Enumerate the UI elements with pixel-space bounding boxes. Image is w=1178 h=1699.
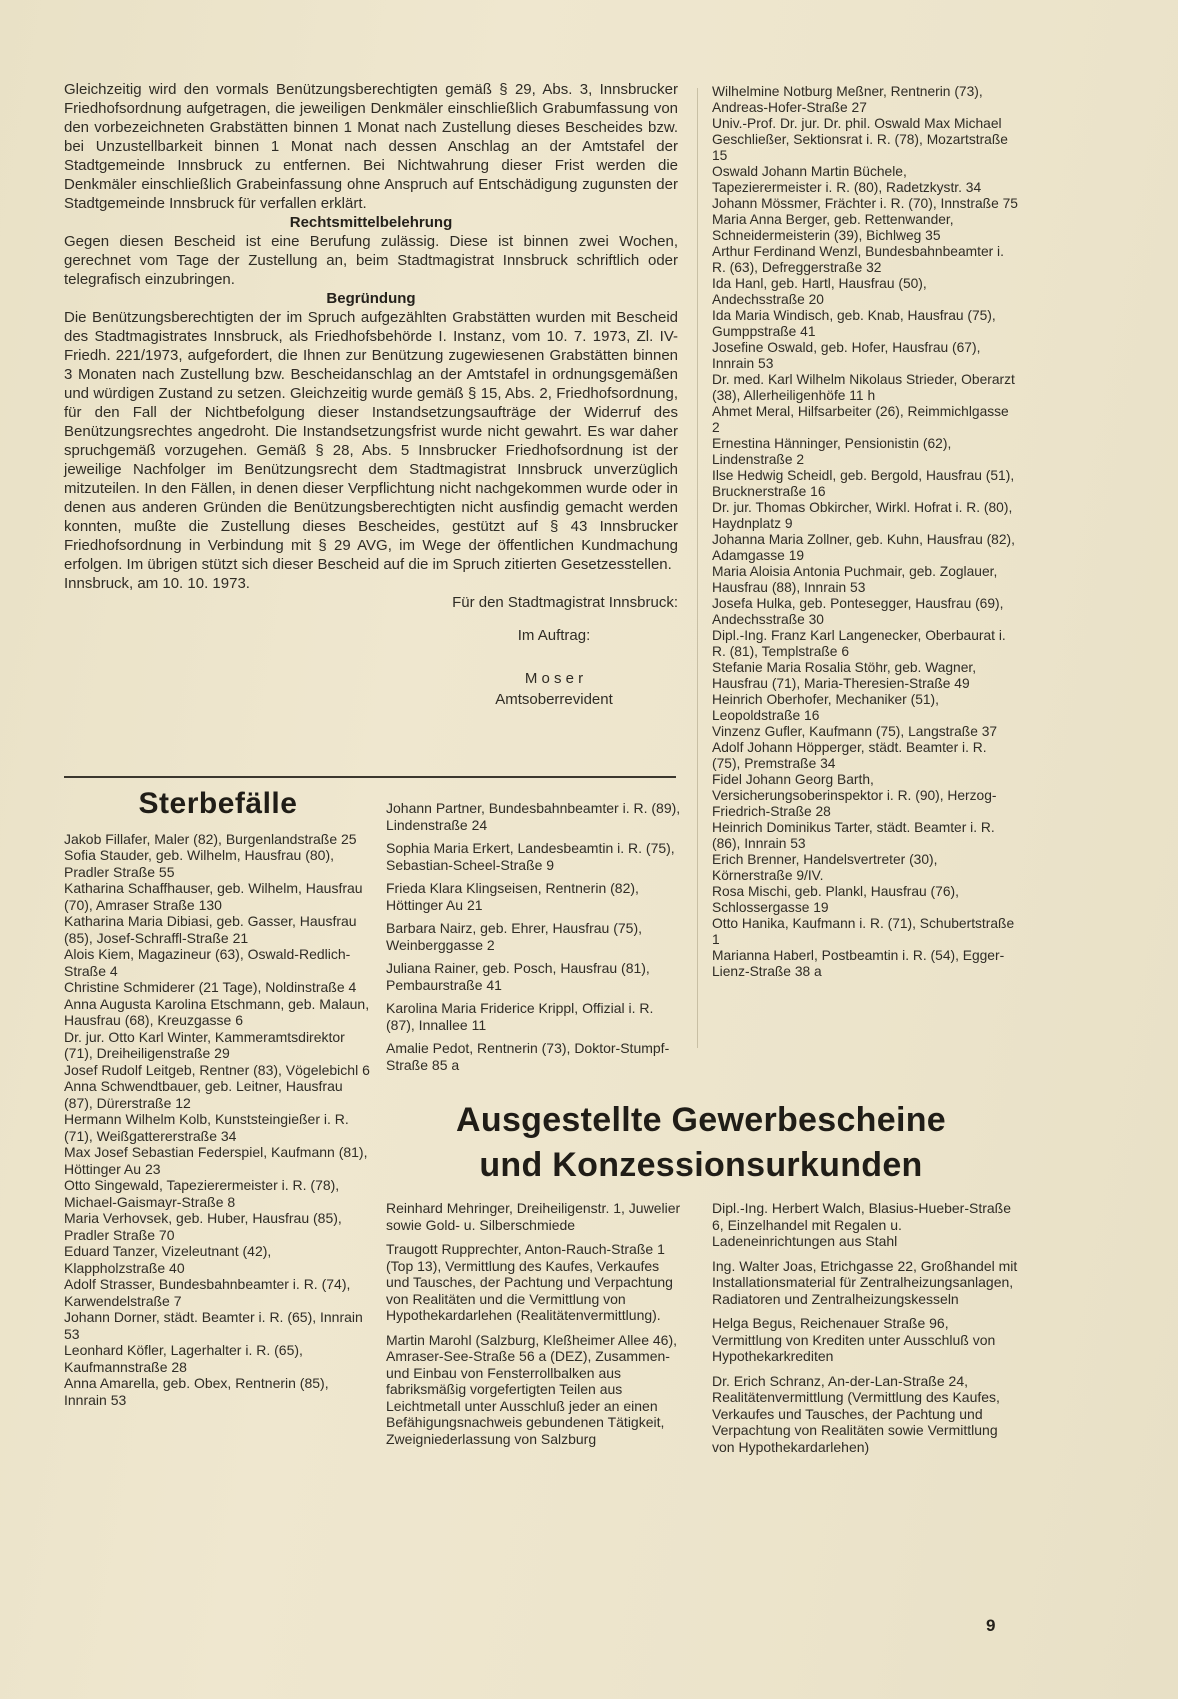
death-entry: Arthur Ferdinand Wenzl, Bundesbahnbeamter i. R. (63), Defreggerstraße 32 — [712, 244, 1004, 275]
death-entry: Johann Partner, Bundesbahnbeamter i. R. (89), Lindenstraße 24 — [386, 800, 681, 833]
death-entry: Heinrich Dominikus Tarter, städt. Beamter i. R. (86), Innrain 53 — [712, 820, 995, 851]
death-entry: Katharina Schaffhauser, geb. Wilhelm, Hausfrau (70), Amraser Straße 130 — [64, 880, 363, 913]
death-entry: Dr. jur. Otto Karl Winter, Kammeramtsdirektor (71), Dreiheiligenstraße 29 — [64, 1028, 345, 1061]
page-number: 9 — [986, 1616, 996, 1635]
gewerbe-entry: Ing. Walter Joas, Etrichgasse 22, Großhandel mit Installationsmaterial für Zentralheizungsanlagen, Radiatoren und Zentralheizungskesseln — [712, 1257, 1018, 1307]
death-entry: Ernestina Hänninger, Pensionistin (62), Lindenstraße 2 — [712, 436, 952, 467]
signature-name: M o s e r — [524, 670, 584, 687]
section-divider-rule — [64, 776, 676, 778]
death-entry: Christine Schmiderer (21 Tage), Noldinstraße 4 — [64, 979, 357, 995]
death-entry: Johann Dorner, städt. Beamter i. R. (65), Innrain 53 — [64, 1309, 363, 1342]
death-entry: Otto Hanika, Kaufmann i. R. (71), Schubertstraße 1 — [712, 916, 1015, 947]
death-entry: Fidel Johann Georg Barth, Versicherungsoberinspektor i. R. (90), Herzog-Friedrich-Straße 28 — [712, 772, 997, 819]
death-entry: Adolf Johann Höpperger, städt. Beamter i. R. (75), Premstraße 34 — [712, 740, 987, 771]
death-entry: Rosa Mischi, geb. Plankl, Hausfrau (76), Schlossergasse 19 — [712, 884, 959, 915]
death-entry: Amalie Pedot, Rentnerin (73), Doktor-Stumpf-Straße 85 a — [386, 1040, 670, 1073]
death-entry: Josefa Hulka, geb. Pontesegger, Hausfrau (69), Andechsstraße 30 — [712, 596, 1004, 627]
death-entry: Erich Brenner, Handelsvertreter (30), Körnerstraße 9/IV. — [712, 852, 938, 883]
death-entry: Barbara Nairz, geb. Ehrer, Hausfrau (75), Weinberggasse 2 — [386, 920, 643, 953]
gewerbe-entry: Dipl.-Ing. Herbert Walch, Blasius-Hueber-Straße 6, Einzelhandel mit Regalen u. Ladeneinrichtungen aus Stahl — [712, 1200, 1012, 1249]
death-entry: Adolf Strasser, Bundesbahnbeamter i. R. (74), Karwendelstraße 7 — [64, 1276, 351, 1309]
begruendung-heading: Begründung — [326, 290, 416, 307]
death-entry: Ida Hanl, geb. Hartl, Hausfrau (50), Andechsstraße 20 — [712, 276, 927, 307]
gewerbe-entry: Martin Marohl (Salzburg, Kleßheimer Allee 46), Amraser-See-Straße 56 a (DEZ), Zusammen- und Einbau von Fensterrollbalken aus fabriksmäßig vorgefertigten Teilen aus Leichtmetall unter Ausschluß jeder an einen Befähigungsnachweis gebundenen Tätigkeit, Zweigniederlassung von Salzburg — [386, 1331, 678, 1447]
death-entry: Leonhard Köfler, Lagerhalter i. R. (65), Kaufmannstraße 28 — [64, 1342, 303, 1375]
death-entry: Anna Amarella, geb. Obex, Rentnerin (85), Innrain 53 — [64, 1375, 329, 1408]
death-entry: Jakob Fillafer, Maler (82), Burgenlandstraße 25 — [64, 830, 357, 847]
sterbefaelle-heading: Sterbefälle — [138, 787, 298, 820]
death-entry: Hermann Wilhelm Kolb, Kunststeingießer i. R. (71), Weißgattererstraße 34 — [64, 1111, 349, 1144]
death-entry: Maria Aloisia Antonia Puchmair, geb. Zoglauer, Hausfrau (88), Innrain 53 — [712, 564, 998, 595]
decree-paragraph: Gleichzeitig wird den vormals Benützungsberechtigten gemäß § 29, Abs. 3, Innsbrucker Friedhofsordnung aufgetragen, die jeweiligen Denkmäler einschließlich Grabumfassung von den vorbezeichneten Grabstätten binnen 1 Monat nach Zustellung dieses Bescheides bzw. bei Unzustellbarkeit binnen 1 Monat nach dessen Anschlag an der Amtstafel der Stadtgemeinde Innsbruck zu entfernen. Bei Nichtwahrung dieser Frist werden die Denkmäler einschließlich Grabeinfassung ohne Anspruch auf Entschädigung zugunsten der Stadtgemeinde Innsbruck für verfallen erklärt. — [64, 81, 678, 212]
death-entry: Josef Rudolf Leitgeb, Rentner (83), Vögelebichl 6 — [64, 1061, 370, 1078]
dateline: Innsbruck, am 10. 10. 1973. — [64, 575, 250, 592]
death-entry: Stefanie Maria Rosalia Stöhr, geb. Wagner, Hausfrau (71), Maria-Theresien-Straße 49 — [712, 660, 977, 691]
signature-auftrag: Im Auftrag: — [517, 627, 591, 644]
death-entry: Sophia Maria Erkert, Landesbeamtin i. R. (75), Sebastian-Scheel-Straße 9 — [386, 840, 675, 873]
death-entry: Maria Verhovsek, geb. Huber, Hausfrau (85), Pradler Straße 70 — [64, 1210, 342, 1243]
death-entry: Katharina Maria Dibiasi, geb. Gasser, Hausfrau (85), Josef-Schraffl-Straße 21 — [64, 913, 357, 946]
death-entry: Dr. med. Karl Wilhelm Nikolaus Strieder, Oberarzt (38), Allerheiligenhöfe 11 h — [712, 372, 1015, 403]
rechtsmittelbelehrung-text: Gegen diesen Bescheid ist eine Berufung zulässig. Diese ist binnen zwei Wochen, gerechnet vom Tage der Zustellung an, beim Stadtmagistrat Innsbruck schriftlich oder telegrafisch einzubringen. — [64, 233, 678, 288]
death-entry: Oswald Johann Martin Büchele, Tapezierermeister i. R. (80), Radetzkystr. 34 — [712, 164, 982, 195]
death-entry: Anna Schwendtbauer, geb. Leitner, Hausfrau (87), Dürerstraße 12 — [64, 1078, 343, 1111]
signature-title: Amtsoberrevident — [495, 691, 613, 708]
death-entry: Ida Maria Windisch, geb. Knab, Hausfrau (75), Gumppstraße 41 — [712, 308, 996, 339]
death-entry: Wilhelmine Notburg Meßner, Rentnerin (73), Andreas-Hofer-Straße 27 — [712, 84, 983, 115]
decree-section — [64, 80, 678, 709]
death-entry: Karolina Maria Friderice Krippl, Offizial i. R. (87), Innallee 11 — [386, 1000, 654, 1033]
begruendung-text: Die Benützungsberechtigten der im Spruch aufgezählten Grabstätten wurden mit Bescheid des Stadtmagistrates Innsbruck, als Friedhofsbehörde I. Instanz, vom 10. 7. 1973, Zl. IV-Friedh. 221/1973, aufgefordert, die Ihnen zur Benützung zugewiesenen Grabstätten binnen 3 Monaten nach Zustellung bzw. Bescheidanschlag an der Amtstafel in ordnungsgemäßen und würdigen Zustand zu setzen. Gleichzeitig wurde gemäß § 15, Abs. 2, Friedhofsordnung, für den Fall der Nichtbefolgung dieser Instandsetzungsaufträge der Widerruf des Benützungsrechtes angedroht. Die Instandsetzungsfrist wurde nicht gewahrt. Es war daher spruchgemäß vorzugehen. Gemäß § 28, Abs. 5 Innsbrucker Friedhofsordnung ist der jeweilige Nachfolger im Benützungsrecht dem Stadtmagistrat Innsbruck unverzüglich mitzuteilen. In den Fällen, in denen dieser Verpflichtung nicht nachgekommen wurde oder in denen aus anderen Gründen die Benützungsberechtigten nicht ausfindig gemacht werden konnten, mußte die Zustellung dieses Bescheides, gestützt auf § 43 Innsbrucker Friedhofsordnung in Verbindung mit § 29 AVG, im Wege der öffentlichen Kundmachung erfolgen. Im übrigen stützt sich dieser Bescheid auf die im Spruch zitierten Gesetzesstellen. — [64, 309, 678, 573]
sterbefaelle-column-2 — [386, 800, 686, 1080]
death-entry: Alois Kiem, Magazineur (63), Oswald-Redlich-Straße 4 — [64, 946, 351, 979]
death-entry: Juliana Rainer, geb. Posch, Hausfrau (81), Pembaurstraße 41 — [386, 960, 650, 993]
sterbefaelle-list-1 — [64, 831, 372, 1409]
gewerbescheine-heading — [386, 1098, 1016, 1188]
death-entry: Maria Anna Berger, geb. Rettenwander, Schneidermeisterin (39), Bichlweg 35 — [712, 212, 954, 243]
death-entry: Sofia Stauder, geb. Wilhelm, Hausfrau (80), Pradler Straße 55 — [64, 847, 335, 880]
gewerbe-entry: Reinhard Mehringer, Dreiheiligenstr. 1, Juwelier sowie Gold- u. Silberschmiede — [386, 1200, 681, 1233]
gewerbescheine-column-1 — [386, 1200, 686, 1455]
rechtsmittelbelehrung-heading: Rechtsmittelbelehrung — [289, 214, 453, 231]
sterbefaelle-column-1 — [64, 787, 372, 1408]
gewerbescheine-heading-line2: und Konzessionsurkunden — [479, 1146, 923, 1184]
death-entry: Vinzenz Gufler, Kaufmann (75), Langstraße 37 — [712, 724, 998, 739]
death-entry: Otto Singewald, Tapezierermeister i. R. (78), Michael-Gaismayr-Straße 8 — [64, 1177, 340, 1210]
death-entry: Frieda Klara Klingseisen, Rentnerin (82), Höttinger Au 21 — [386, 880, 639, 913]
death-entry: Marianna Haberl, Postbeamtin i. R. (54), Egger-Lienz-Straße 38 a — [712, 948, 1005, 979]
gewerbescheine-column-2 — [712, 1200, 1018, 1463]
death-entry: Johanna Maria Zollner, geb. Kuhn, Hausfrau (82), Adamgasse 19 — [712, 532, 1015, 563]
signature-for-line: Für den Stadtmagistrat Innsbruck: — [452, 594, 678, 611]
death-entry: Anna Augusta Karolina Etschmann, geb. Malaun, Hausfrau (68), Kreuzgasse 6 — [64, 995, 370, 1028]
death-entry: Ilse Hedwig Scheidl, geb. Bergold, Hausfrau (51), Brucknerstraße 16 — [712, 468, 1015, 499]
death-entry: Eduard Tanzer, Vizeleutnant (42), Klappholzstraße 40 — [64, 1243, 272, 1276]
gewerbe-entry: Helga Begus, Reichenauer Straße 96, Vermittlung von Krediten unter Ausschluß von Hypothekarkrediten — [712, 1315, 996, 1364]
death-entry: Max Josef Sebastian Federspiel, Kaufmann (81), Höttinger Au 23 — [64, 1144, 368, 1177]
deaths-continued-column — [712, 84, 1018, 980]
death-entry: Heinrich Oberhofer, Mechaniker (51), Leopoldstraße 16 — [712, 692, 939, 723]
gewerbescheine-heading-line1: Ausgestellte Gewerbescheine — [456, 1101, 946, 1139]
gewerbe-entry: Traugott Rupprechter, Anton-Rauch-Straße 1 (Top 13), Vermittlung des Kaufes, Verkaufes und Tausches, der Pachtung und Verpachtung von Realitäten und die Vermittlung von Hypothekardarlehen (Realitätenvermittlung). — [386, 1241, 673, 1323]
death-entry: Josefine Oswald, geb. Hofer, Hausfrau (67), Innrain 53 — [712, 340, 981, 371]
death-entry: Johann Mössmer, Frächter i. R. (70), Innstraße 75 — [712, 196, 1018, 211]
signature-block — [414, 626, 694, 709]
death-entry: Ahmet Meral, Hilfsarbeiter (26), Reimmichlgasse 2 — [712, 404, 1009, 435]
death-entry: Univ.-Prof. Dr. jur. Dr. phil. Oswald Max Michael Geschließer, Sektionsrat i. R. (78), Mozartstraße 15 — [712, 116, 1008, 163]
death-entry: Dipl.-Ing. Franz Karl Langenecker, Oberbaurat i. R. (81), Templstraße 6 — [712, 628, 1006, 659]
death-entry: Dr. jur. Thomas Obkircher, Wirkl. Hofrat i. R. (80), Haydnplatz 9 — [712, 500, 1013, 531]
column-divider-rule — [697, 88, 698, 1048]
gewerbe-entry: Dr. Erich Schranz, An-der-Lan-Straße 24, Realitätenvermittlung (Vermittlung des Kaufes, Verkaufes und Tausches, der Pachtung und Verpachtung von Realitäten sowie Vermittlung von Hypothekardarlehen) — [712, 1372, 1000, 1455]
